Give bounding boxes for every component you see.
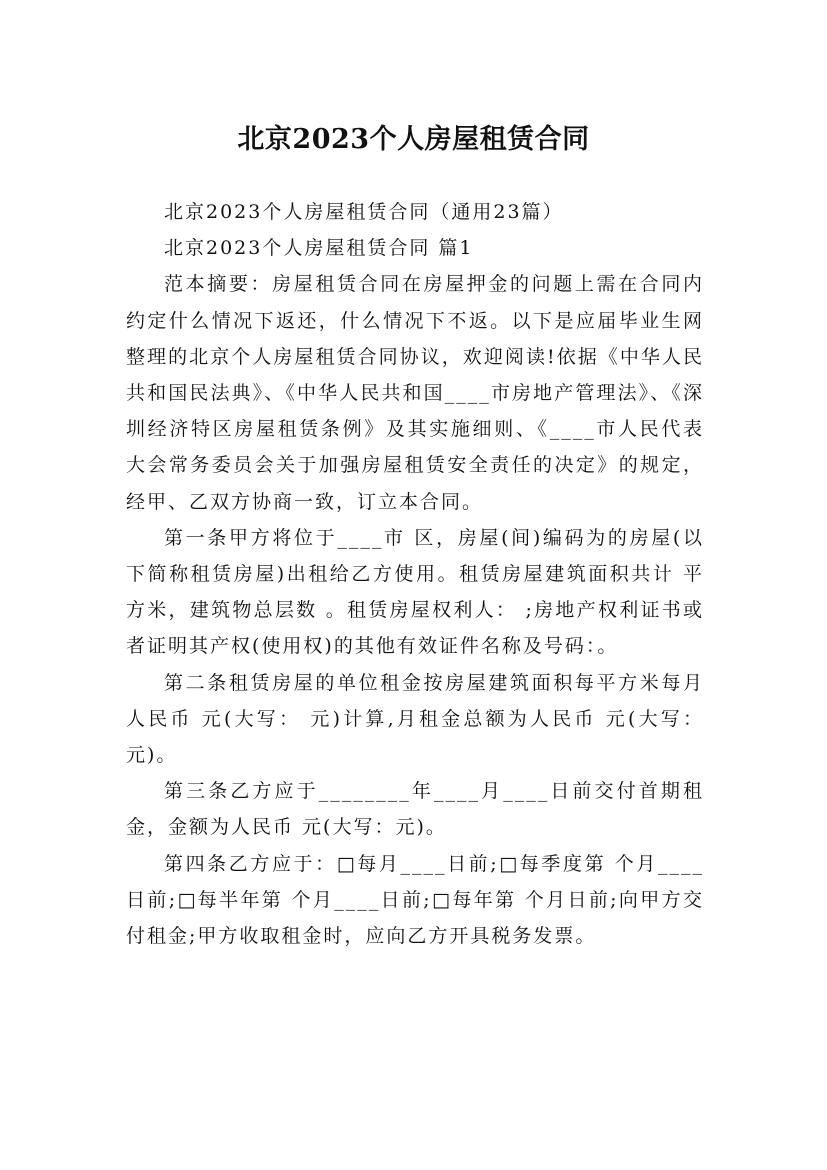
paragraph-article-2: 第二条租赁房屋的单位租金按房屋建筑面积每平方米每月人民币 元(大写： 元)计算,月租金总额为人民币 元(大写： 元)。 (126, 671, 704, 767)
document-body (126, 194, 704, 954)
paragraph-subtitle: 北京2023个人房屋租赁合同（通用23篇） (164, 201, 564, 223)
paragraph-chapter-heading: 北京2023个人房屋租赁合同 篇1 (164, 237, 474, 260)
paragraph-article-4: 第四条乙方应于：□每月____日前;□每季度第 个月____日前;□每半年第 个月____日前;□每年第 个月日前;向甲方交付租金;甲方收取租金时，应向乙方开具税务发票。 (126, 852, 704, 948)
paragraph-article-3: 第三条乙方应于________年____月____日前交付首期租金，金额为人民币 元(大写：元)。 (126, 780, 704, 839)
document-title: 北京2023个人房屋租赁合同 (237, 124, 590, 156)
paragraph-summary: 范本摘要：房屋租赁合同在房屋押金的问题上需在合同内约定什么情况下返还，什么情况下不返。以下是应届毕业生网整理的北京个人房屋租赁合同协议，欢迎阅读!依据《中华人民共和国民法典》、《中华人民共和国____市房地产管理法》、《深圳经济特区房屋租赁条例》及其实施细则、《____市人民代表大会常务委员会关于加强房屋租赁安全责任的决定》的规定，经甲、乙双方协商一致，订立本合同。 (126, 273, 704, 513)
paragraph-article-1: 第一条甲方将位于____市 区，房屋(间)编码为的房屋(以下简称租赁房屋)出租给乙方使用。租赁房屋建筑面积共计 平方米，建筑物总层数 。租赁房屋权利人： ;房地产权利证书或者证明其产权(使用权)的其他有效证件名称及号码：。 (126, 526, 704, 658)
